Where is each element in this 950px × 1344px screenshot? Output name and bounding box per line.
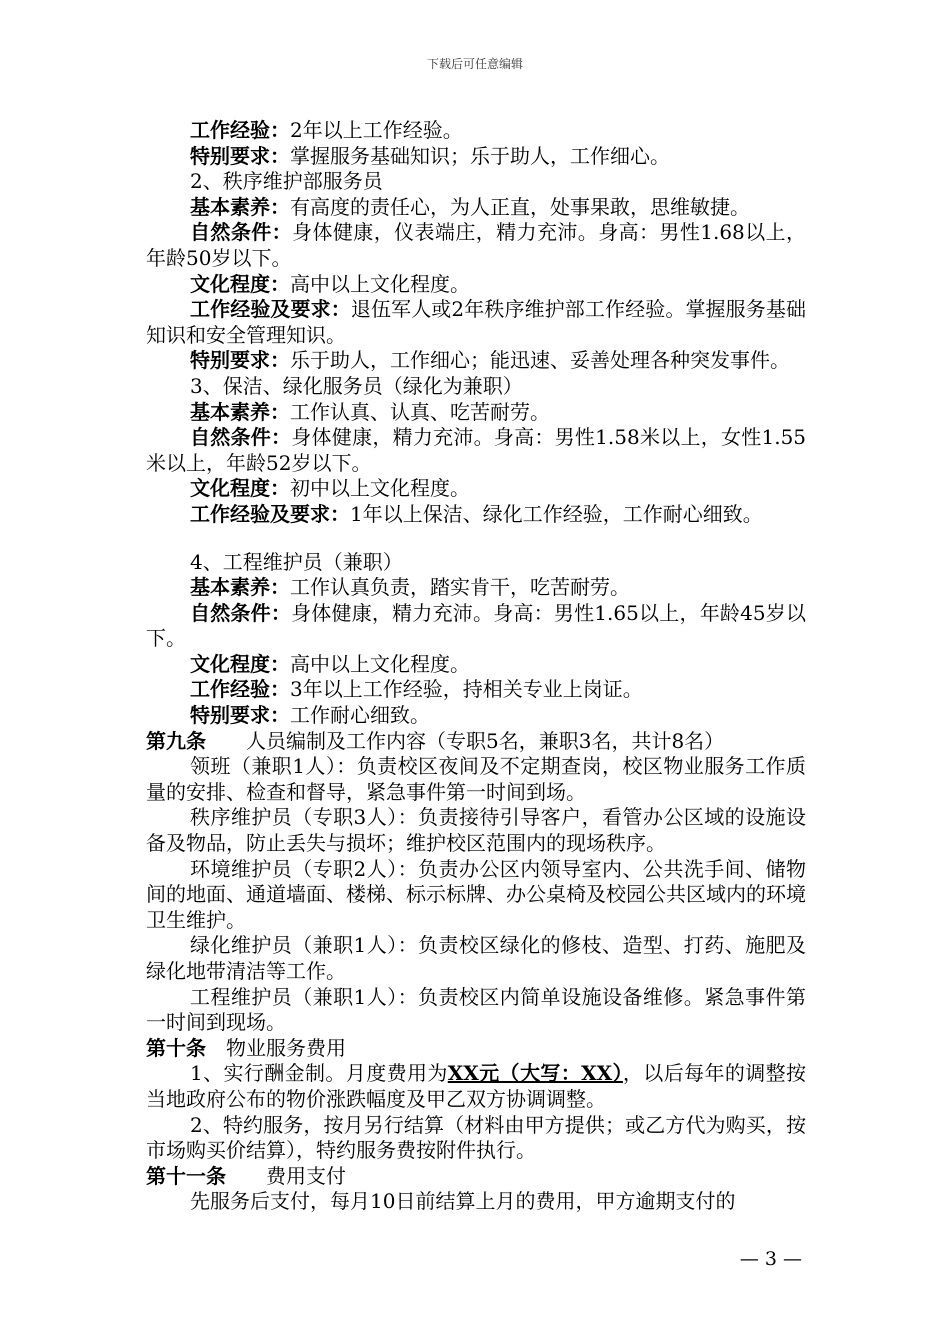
field-label: 工作经验及要求： [190,501,350,526]
section-heading [146,550,806,576]
staff-item: 工程维护员（兼职1人）：负责校区内简单设施设备维修。紧急事件第一时间到现场。 [146,984,806,1035]
staff-item: 绿化维护员（兼职1人）：负责校区绿化的修枝、造型、打药、施肥及绿化地带清洁等工作。 [146,933,806,983]
field-label: 文化程度： [190,651,290,676]
paragraph [146,677,806,703]
field-text: 3年以上工作经验，持相关专业上岗证。 [290,677,643,702]
paragraph: 2、特约服务，按月另行结算（材料由甲方提供；或乙方代为购买，按市场购买价结算），特约服务费按附件执行。 [146,1112,806,1163]
staff-item: 秩序维护员（专职3人）：负责接待引导客户，看管办公区域的设施设备及物品，防止丢失与损坏；维护校区范围内的现场秩序。 [146,805,806,856]
paragraph [146,502,806,528]
field-text: 掌握服务基础知识；乐于助人，工作细心。 [290,143,670,168]
field-label: 基本素养： [190,575,290,600]
field-label: 工作经验及要求： [190,297,351,322]
article-label: 第十条 [146,1035,206,1060]
field-text: 身体健康，精力充沛。身高：男性1.58米以上，女性1.55米以上，年龄52岁以下。 [146,425,807,475]
paragraph [146,703,806,729]
field-label: 特别要求： [190,348,290,373]
paragraph [146,1061,806,1112]
field-text: 工作认真、认真、吃苦耐劳。 [290,399,550,424]
article-11-heading [146,1164,806,1190]
field-label: 自然条件： [190,425,292,450]
field-label: 特别要求： [190,143,290,168]
field-text: 高中以上文化程度。 [290,651,470,676]
field-label: 自然条件： [190,220,293,245]
section-heading [146,374,806,400]
paragraph [146,220,806,271]
paragraph [146,476,806,502]
article-title: 人员编制及工作内容（专职5名，兼职3名，共计8名） [246,728,725,753]
field-label: 自然条件： [190,600,292,625]
paragraph [146,272,806,298]
field-label: 特别要求： [190,703,290,728]
field-text: 身体健康，精力充沛。身高：男性1.65以上，年龄45岁以下。 [146,600,806,651]
field-text: 高中以上文化程度。 [290,271,470,296]
article-title: 费用支付 [266,1163,346,1188]
field-text: 1、实行酬金制。月度费用为 [190,1061,448,1086]
field-text: 身体健康，仪表端庄，精力充沛。身高：男性1.68以上，年龄50岁以下。 [146,220,807,270]
field-text: 4、工程维护员（兼职） [190,549,403,574]
fee-amount: XX元（大写：XX） [447,1061,623,1086]
field-text: 有高度的责任心，为人正直，处事果敢，思维敏捷。 [290,194,750,219]
page-header: 下载后可任意编辑 [426,57,523,71]
paragraph [146,601,806,652]
article-9-heading [146,729,806,755]
field-text: 3、保洁、绿化服务员（绿化为兼职） [190,373,523,398]
field-label: 工作经验： [190,118,290,142]
paragraph [146,297,806,348]
paragraph [146,118,806,144]
paragraph [146,348,806,374]
paragraph: 先服务后支付，每月10日前结算上月的费用，甲方逾期支付的 [190,1189,736,1214]
staff-item: 环境维护员（专职2人）：负责办公区内领导室内、公共洗手间、储物间的地面、通道墙面、楼梯、标示标牌、办公桌椅及校园公共区域内的环境卫生维护。 [146,856,806,932]
paragraph [146,575,806,601]
field-text: 1年以上保洁、绿化工作经验，工作耐心细致。 [350,501,763,526]
blank-line [146,528,806,550]
field-text: 乐于助人，工作细心；能迅速、妥善处理各种突发事件。 [290,348,790,373]
paragraph [146,195,806,221]
document-body [146,118,806,1215]
field-label: 工作经验： [190,677,290,702]
field-label: 基本素养： [190,399,290,424]
field-text: 工作认真负责，踏实肯干，吃苦耐劳。 [290,575,630,600]
field-label: 文化程度： [190,476,290,501]
article-title: 物业服务费用 [226,1035,346,1060]
field-text: 2、秩序维护部服务员 [190,169,383,194]
field-text: 退伍军人或2年秩序维护部工作经验。掌握服务基础知识和安全管理知识。 [146,297,806,347]
section-heading [146,169,806,195]
paragraph [146,652,806,678]
article-label: 第九条 [146,728,206,753]
article-label: 第十一条 [146,1163,226,1188]
staff-item: 领班（兼职1人）：负责校区夜间及不定期查岗，校区物业服务工作质量的安排、检查和督导，紧急事件第一时间到场。 [146,754,806,804]
page-number: — 3 — [739,1248,802,1270]
article-10-heading [146,1036,806,1062]
field-text: 工作耐心细致。 [290,703,430,728]
paragraph [146,400,806,426]
paragraph [146,425,806,476]
field-text: 2年以上工作经验。 [290,118,463,142]
field-text: ，以后每年的调整按当地政府公布的物价涨跌幅度及甲乙双方协调调整。 [146,1061,807,1111]
field-label: 文化程度： [190,271,290,296]
paragraph [146,144,806,170]
field-text: 初中以上文化程度。 [290,476,470,501]
field-label: 基本素养： [190,194,290,219]
